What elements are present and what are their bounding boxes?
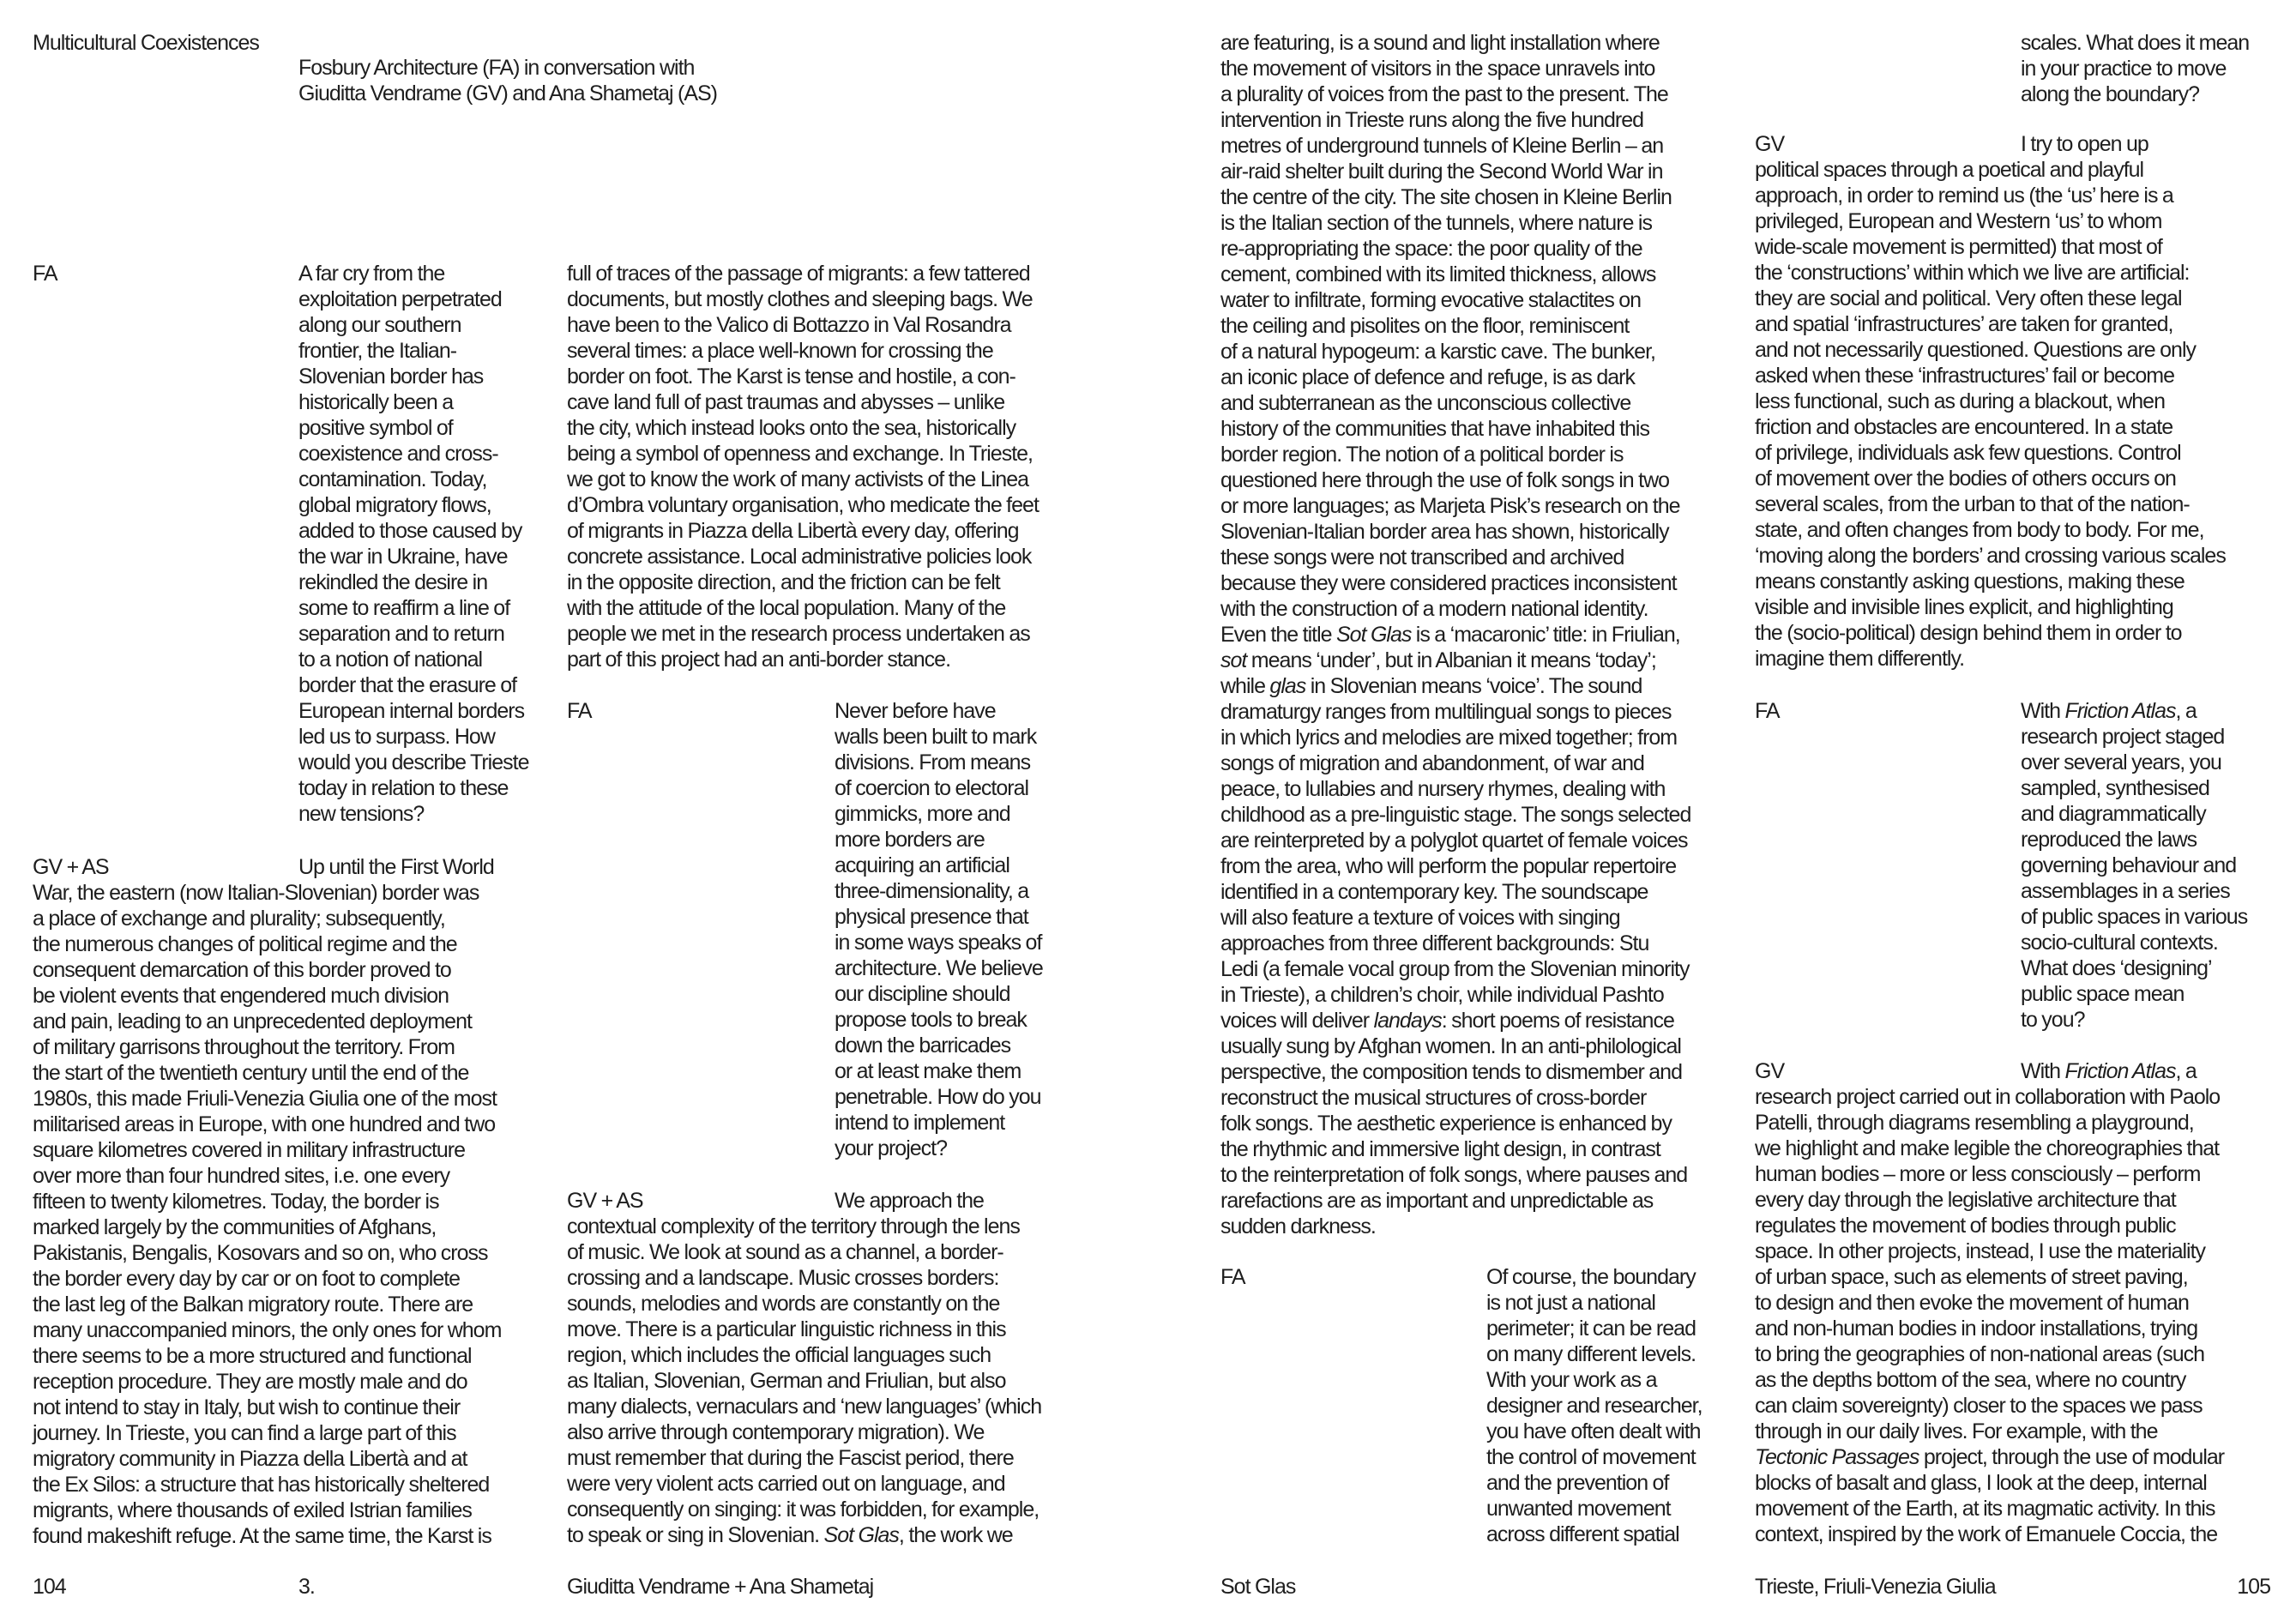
text-line: intend to implement <box>835 1111 1005 1135</box>
italic-title: Friction Atlas <box>2064 699 2176 723</box>
text-line: of music. We look at sound as a channel, a border- <box>567 1240 1003 1264</box>
text-line: cement, combined with its limited thickness, allows <box>1220 262 1656 286</box>
text-line: Fosbury Architecture (FA) in conversation with <box>298 56 695 80</box>
running-footer-location: Trieste, Friuli-Venezia Giulia <box>1755 1575 1996 1599</box>
text-line: move. There is a particular linguistic richness in this <box>567 1317 1006 1341</box>
text-line: and non-human bodies in indoor installations, trying <box>1755 1317 2198 1341</box>
text-line: militarised areas in Europe, with one hundred and two <box>33 1112 496 1136</box>
text-line: architecture. We believe <box>835 956 1043 980</box>
text-line: of coercion to electoral <box>835 776 1029 800</box>
text-line: consequently on singing: it was forbidden, for example, <box>567 1497 1040 1522</box>
text-line: the control of movement <box>1486 1445 1696 1469</box>
text-line: an iconic place of defence and refuge, is as dark <box>1220 365 1635 389</box>
text-line: some to reaffirm a line of <box>298 596 510 620</box>
text-line: penetrable. How do you <box>835 1085 1041 1109</box>
text-line: you have often dealt with <box>1486 1419 1701 1443</box>
text-line: over more than four hundred sites, i.e. one every <box>33 1164 450 1188</box>
text-line: over several years, you <box>2021 750 2221 774</box>
text-line: exploitation perpetrated <box>298 287 502 311</box>
text-line: reception procedure. They are mostly male and do <box>33 1370 467 1394</box>
text-line: and diagrammatically <box>2021 802 2206 826</box>
text-line: intervention in Trieste runs along the five hundred <box>1220 108 1644 132</box>
text-line: cave land full of past traumas and abysses – unlike <box>567 390 1005 414</box>
text-line: wide-scale movement is permitted) that most of <box>1755 235 2162 259</box>
text-line <box>1220 1008 1690 1033</box>
text-line: being a symbol of openness and exchange. In Trieste, <box>567 442 1033 466</box>
text-line: we got to know the work of many activists of the Linea <box>567 467 1029 491</box>
text-line: your project? <box>835 1136 948 1160</box>
text-segment: in Slovenian means ‘voice’. The sound <box>1305 674 1642 698</box>
text-line: because they were considered practices inconsistent <box>1220 571 1677 595</box>
text-line: more borders are <box>835 828 985 852</box>
text-line: down the barricades <box>835 1033 1011 1058</box>
text-line: and spatial ‘infrastructures’ are taken for granted, <box>1755 312 2173 336</box>
text-segment: to speak or sing in Slovenian. <box>567 1523 824 1547</box>
text-line: in the opposite direction, and the friction can be felt <box>567 570 1000 594</box>
speaker-label-fa: FA <box>567 699 592 723</box>
text-line: movement of the Earth, at its magmatic activity. In this <box>1755 1497 2215 1521</box>
text-segment: voices will deliver <box>1220 1009 1374 1033</box>
text-line: as Italian, Slovenian, German and Friulian, but also <box>567 1369 1006 1393</box>
text-line: European internal borders <box>298 699 525 723</box>
text-line: state, and often changes from body to body. For me, <box>1755 518 2204 542</box>
text-line: regulates the movement of bodies through public <box>1755 1214 2176 1238</box>
speaker-label-gv: GV <box>1755 1059 1785 1083</box>
text-line: propose tools to break <box>835 1008 1027 1032</box>
text-line: physical presence that <box>835 905 1028 929</box>
text-line: documents, but mostly clothes and sleeping bags. We <box>567 287 1033 311</box>
text-line: imagine them differently. <box>1755 647 1965 671</box>
text-line: is the Italian section of the tunnels, where nature is <box>1220 211 1652 235</box>
text-line: d’Ombra voluntary organisation, who medicate the feet <box>567 493 1039 517</box>
text-segment: Even the title <box>1220 623 1336 647</box>
text-line: Pakistanis, Bengalis, Kosovars and so on, who cross <box>33 1241 488 1265</box>
right-page-number: 105 <box>2237 1575 2270 1599</box>
text-line: frontier, the Italian- <box>298 339 457 363</box>
text-line: of privilege, individuals ask few questions. Control <box>1755 441 2181 465</box>
text-line: rekindled the desire in <box>298 570 488 594</box>
text-line: metres of underground tunnels of Kleine Berlin – an <box>1220 134 1664 158</box>
text-line: 1980s, this made Friuli-Venezia Giulia one of the most <box>33 1087 497 1111</box>
text-line: Up until the First World <box>298 855 494 879</box>
italic-title: landays <box>1373 1009 1442 1033</box>
text-line: or at least make them <box>835 1059 1021 1083</box>
text-line: these songs were not transcribed and archived <box>1220 545 1624 569</box>
text-line: to a notion of national <box>298 648 483 672</box>
text-line: the border every day by car or on foot to complete <box>33 1267 461 1291</box>
text-line: reproduced the laws <box>2021 828 2197 852</box>
text-line: of urban space, such as elements of street paving, <box>1755 1265 2188 1289</box>
text-line: unwanted movement <box>1486 1497 1671 1521</box>
text-line: migratory community in Piazza della Libertà and at <box>33 1447 467 1471</box>
text-line: we highlight and make legible the choreographies that <box>1755 1136 2220 1160</box>
text-segment: , a <box>2175 699 2197 723</box>
text-segment: : short poems of resistance <box>1441 1009 1674 1033</box>
text-line: in your practice to move <box>2021 57 2227 81</box>
speaker-label-fa: FA <box>33 262 57 286</box>
running-footer-authors: Giuditta Vendrame + Ana Shametaj <box>567 1575 874 1599</box>
text-segment: , the work we <box>898 1523 1013 1547</box>
text-line: across different spatial <box>1486 1522 1679 1546</box>
text-line: research project carried out in collaboration with Paolo <box>1755 1085 2221 1109</box>
text-line: there seems to be a more structured and functional <box>33 1344 472 1368</box>
text-line <box>1755 1058 2224 1084</box>
text-line: square kilometres covered in military infrastructure <box>33 1138 466 1162</box>
answer-2-continued <box>1220 30 1690 1239</box>
italic-title: Sot Glas <box>823 1523 899 1547</box>
text-line: led us to surpass. How <box>298 725 495 749</box>
speaker-label-gv: GV <box>1755 132 1785 156</box>
text-line: with the attitude of the local population. Many of the <box>567 596 1006 620</box>
text-line: marked largely by the communities of Afghans, <box>33 1215 437 1239</box>
text-line: the city, which instead looks onto the sea, historically <box>567 416 1016 440</box>
text-line: Patelli, through diagrams resembling a playground, <box>1755 1111 2194 1135</box>
text-segment: means ‘under’, but in Albanian it means ‘today’; <box>1246 648 1656 672</box>
text-line: with the construction of a modern national identity. <box>1220 597 1648 621</box>
text-line: separation and to return <box>298 622 504 646</box>
text-line: journey. In Trieste, you can find a large part of this <box>33 1421 456 1445</box>
text-line: the ‘constructions’ within which we live are artificial: <box>1755 261 2190 285</box>
text-line: socio-cultural contexts. <box>2021 931 2218 955</box>
text-line: the Ex Silos: a structure that has historically sheltered <box>33 1473 490 1497</box>
text-line: childhood as a pre-linguistic stage. The songs selected <box>1220 803 1691 827</box>
italic-title: sot <box>1220 648 1247 672</box>
chapter-number: 3. <box>298 1575 315 1599</box>
question-2 <box>835 698 1043 1161</box>
text-line: and not necessarily questioned. Questions are only <box>1755 338 2197 362</box>
answer-1-continued <box>567 261 1039 672</box>
text-line: approach, in order to remind us (the ‘us’ here is a <box>1755 184 2173 208</box>
text-line: are reinterpreted by a polyglot quartet of female voices <box>1220 829 1688 853</box>
text-line: folk songs. The aesthetic experience is enhanced by <box>1220 1112 1672 1136</box>
text-line: along the boundary? <box>2021 82 2199 106</box>
text-line: privileged, European and Western ‘us’ to whom <box>1755 209 2162 233</box>
text-line: a plurality of voices from the past to the present. The <box>1220 82 1668 106</box>
text-line: would you describe Trieste <box>298 750 529 774</box>
text-line: divisions. From means <box>835 750 1031 774</box>
text-line: the (socio-political) design behind them in order to <box>1755 621 2182 645</box>
text-line: border on foot. The Karst is tense and hostile, a con- <box>567 365 1015 389</box>
text-line: as the depths bottom of the sea, where no country <box>1755 1368 2186 1392</box>
text-line: Of course, the boundary <box>1486 1265 1696 1289</box>
text-line: public space mean <box>2021 982 2185 1006</box>
text-line: space. In other projects, instead, I use the materiality <box>1755 1239 2206 1263</box>
text-line: the start of the twentieth century until the end of the <box>33 1061 469 1085</box>
text-line: of military garrisons throughout the territory. From <box>33 1035 455 1059</box>
text-line <box>1220 648 1690 673</box>
interview-subtitle <box>298 55 717 106</box>
text-line: asked when these ‘infrastructures’ fail or become <box>1755 364 2175 388</box>
text-line: concrete assistance. Local administrative policies look <box>567 545 1032 569</box>
text-line: to the reinterpretation of folk songs, where pauses and <box>1220 1163 1688 1187</box>
text-line: border that the erasure of <box>298 673 517 697</box>
text-line: ‘moving along the borders’ and crossing various scales <box>1755 544 2226 568</box>
text-segment: With <box>2021 1059 2065 1083</box>
text-line: and pain, leading to an unprecedented deployment <box>33 1009 472 1033</box>
text-line: re-appropriating the space: the poor quality of the <box>1220 237 1642 261</box>
text-line: also arrive through contemporary migration). We <box>567 1420 985 1444</box>
text-line: consequent demarcation of this border proved to <box>33 958 451 982</box>
text-line: of public spaces in various <box>2021 905 2248 929</box>
text-line: sampled, synthesised <box>2021 776 2209 800</box>
text-line: our discipline should <box>835 982 1010 1006</box>
text-line: sudden darkness. <box>1220 1214 1376 1238</box>
text-line: assemblages in a series <box>2021 879 2230 903</box>
text-line: Slovenian-Italian border area has shown, historically <box>1220 520 1669 544</box>
text-line: gimmicks, more and <box>835 802 1010 826</box>
text-line: on many different levels. <box>1486 1342 1696 1366</box>
text-line: the rhythmic and immersive light design, in contrast <box>1220 1137 1660 1161</box>
text-line: perimeter; it can be read <box>1486 1317 1696 1341</box>
text-line: through in our daily lives. For example, with the <box>1755 1419 2158 1443</box>
text-line: to bring the geographies of non-national areas (such <box>1755 1342 2205 1366</box>
text-line: along our southern <box>298 313 461 337</box>
text-line: research project staged <box>2021 725 2225 749</box>
text-line: be violent events that engendered much division <box>33 984 449 1008</box>
text-line: acquiring an artificial <box>835 853 1009 877</box>
text-line: A far cry from the <box>298 262 445 286</box>
text-line: full of traces of the passage of migrants: a few tattered <box>567 262 1030 286</box>
text-segment: while <box>1220 674 1270 698</box>
text-line: positive symbol of <box>298 416 453 440</box>
text-line: contamination. Today, <box>298 467 487 491</box>
text-line: the war in Ukraine, have <box>298 545 508 569</box>
running-footer-project: Sot Glas <box>1220 1575 1296 1599</box>
italic-title: Sot Glas <box>1335 623 1412 647</box>
text-line: will also feature a texture of voices with singing <box>1220 906 1620 930</box>
text-line: Ledi (a female vocal group from the Slovenian minority <box>1220 957 1690 981</box>
question-3-continued <box>2021 30 2249 107</box>
left-page-number: 104 <box>33 1575 66 1599</box>
text-line: must remember that during the Fascist period, there <box>567 1446 1014 1470</box>
speaker-label-gv-as: GV + AS <box>567 1189 643 1213</box>
section-title: Multicultural Coexistences <box>33 31 259 55</box>
text-segment: is a ‘macaronic’ title: in Friulian, <box>1411 623 1680 647</box>
text-line <box>1220 673 1690 699</box>
text-line: governing behaviour and <box>2021 853 2237 877</box>
text-line: War, the eastern (now Italian-Slovenian) border was <box>33 881 479 905</box>
text-line: rarefactions are as important and unpredictable as <box>1220 1189 1654 1213</box>
text-line: Slovenian border has <box>298 365 484 389</box>
text-line: of a natural hypogeum: a karstic cave. The bunker, <box>1220 340 1655 364</box>
text-line: I try to open up <box>2021 132 2148 156</box>
text-line: questioned here through the use of folk songs in two <box>1220 468 1670 492</box>
text-line: every day through the legislative architecture that <box>1755 1188 2176 1212</box>
text-line: reconstruct the musical structures of cross-border <box>1220 1086 1647 1110</box>
text-line: coexistence and cross- <box>298 442 498 466</box>
text-line: What does ‘designing’ <box>2021 956 2212 980</box>
text-line: are featuring, is a sound and light installation where <box>1220 31 1660 55</box>
speaker-label-fa: FA <box>1755 699 1780 723</box>
text-line <box>567 1522 1041 1548</box>
text-line: the numerous changes of political regime and the <box>33 932 457 956</box>
question-4 <box>2021 698 2247 1033</box>
text-line: the movement of visitors in the space unravels into <box>1220 57 1655 81</box>
text-line: approaches from three different backgrounds: Stu <box>1220 931 1649 955</box>
text-line: a place of exchange and plurality; subsequently, <box>33 907 445 931</box>
text-line: sounds, melodies and words are constantly on the <box>567 1292 1000 1316</box>
text-line: part of this project had an anti-border stance. <box>567 648 951 672</box>
text-line: from the area, who will perform the popular repertoire <box>1220 854 1677 878</box>
text-line: history of the communities that have inhabited this <box>1220 417 1649 441</box>
text-line: several times: a place well-known for crossing the <box>567 339 993 363</box>
text-line: means constantly asking questions, making these <box>1755 569 2185 594</box>
speaker-label-fa: FA <box>1220 1265 1245 1289</box>
text-line: of migrants in Piazza della Libertà every day, offering <box>567 519 1019 543</box>
text-line: context, inspired by the work of Emanuele Coccia, the <box>1755 1522 2218 1546</box>
text-line: or more languages; as Marjeta Pisk’s research on the <box>1220 494 1680 518</box>
text-line: people we met in the research process undertaken as <box>567 622 1030 646</box>
text-line: We approach the <box>835 1189 984 1213</box>
text-line: in some ways speaks of <box>835 931 1042 955</box>
text-line: the centre of the city. The site chosen in Kleine Berlin <box>1220 185 1672 209</box>
text-line: added to those caused by <box>298 519 522 543</box>
question-3 <box>1486 1264 1702 1547</box>
italic-title: Friction Atlas <box>2064 1059 2176 1083</box>
text-line: peace, to lullabies and nursery rhymes, dealing with <box>1220 777 1666 801</box>
text-line: today in relation to these <box>298 776 509 800</box>
text-line: is not just a national <box>1486 1291 1655 1315</box>
text-line: several scales, from the urban to that of the nation- <box>1755 492 2190 516</box>
text-line: global migratory flows, <box>298 493 491 517</box>
text-line: migrants, where thousands of exiled Istrian families <box>33 1498 472 1522</box>
text-line: scales. What does it mean <box>2021 31 2250 55</box>
text-line: they are social and political. Very often these legal <box>1755 286 2182 310</box>
speaker-label-gv-as: GV + AS <box>33 855 109 879</box>
text-line: contextual complexity of the territory through the lens <box>567 1214 1020 1238</box>
text-line: not intend to stay in Italy, but wish to continue their <box>33 1395 461 1419</box>
text-line: less functional, such as during a blackout, when <box>1755 389 2165 413</box>
text-line: usually sung by Afghan women. In an anti-philological <box>1220 1034 1681 1058</box>
text-line: in which lyrics and melodies are mixed together; from <box>1220 726 1678 750</box>
text-line: to you? <box>2021 1008 2085 1032</box>
text-line <box>1220 622 1690 648</box>
text-line: With your work as a <box>1486 1368 1657 1392</box>
text-line: many dialects, vernaculars and ‘new languages’ (which <box>567 1395 1042 1419</box>
text-line <box>1755 1444 2224 1470</box>
text-line: designer and researcher, <box>1486 1394 1702 1418</box>
answer-1 <box>33 854 501 1549</box>
text-line: many unaccompanied minors, the only ones for whom <box>33 1318 502 1342</box>
text-line: and the prevention of <box>1486 1471 1669 1495</box>
text-line: Never before have <box>835 699 996 723</box>
question-1 <box>298 261 528 827</box>
text-line: friction and obstacles are encountered. In a state <box>1755 415 2173 439</box>
text-segment: With <box>2021 699 2065 723</box>
text-line: identified in a contemporary key. The soundscape <box>1220 880 1648 904</box>
italic-title: glas <box>1269 674 1306 698</box>
text-line: region, which includes the official languages such <box>567 1343 991 1367</box>
text-line: perspective, the composition tends to dismember and <box>1220 1060 1682 1084</box>
text-line: blocks of basalt and glass, I look at the deep, internal <box>1755 1471 2207 1495</box>
text-line: to design and then evoke the movement of human <box>1755 1291 2189 1315</box>
answer-4 <box>1755 1058 2224 1547</box>
text-line: human bodies – more or less consciously – perform <box>1755 1162 2201 1186</box>
text-segment: project, through the use of modular <box>1919 1445 2225 1469</box>
text-line: were very violent acts carried out on language, and <box>567 1472 1005 1496</box>
text-segment: , a <box>2175 1059 2197 1083</box>
text-line: three-dimensionality, a <box>835 879 1029 903</box>
text-line: in Trieste), a children’s choir, while individual Pashto <box>1220 983 1664 1007</box>
text-line: songs of migration and abandonment, of war and <box>1220 751 1644 775</box>
text-line: have been to the Valico di Bottazzo in Val Rosandra <box>567 313 1011 337</box>
text-line: walls been built to mark <box>835 725 1037 749</box>
italic-title: Tectonic Passages <box>1755 1445 1919 1469</box>
text-line <box>2021 698 2247 724</box>
answer-2 <box>567 1188 1041 1548</box>
text-line: water to infiltrate, forming evocative stalactites on <box>1220 288 1642 312</box>
text-line: Giuditta Vendrame (GV) and Ana Shametaj (AS) <box>298 81 717 105</box>
text-line: air-raid shelter built during the Second World War in <box>1220 160 1663 184</box>
answer-3 <box>1755 131 2226 672</box>
text-line: the ceiling and pisolites on the floor, reminiscent <box>1220 314 1630 338</box>
text-line: the last leg of the Balkan migratory route. There are <box>33 1293 473 1317</box>
text-line: fifteen to twenty kilometres. Today, the border is <box>33 1190 439 1214</box>
text-line: dramaturgy ranges from multilingual songs to pieces <box>1220 700 1672 724</box>
text-line: found makeshift refuge. At the same time, the Karst is <box>33 1524 491 1548</box>
text-line: visible and invisible lines explicit, and highlighting <box>1755 595 2173 619</box>
text-line: border region. The notion of a political border is <box>1220 443 1624 467</box>
text-line: historically been a <box>298 390 454 414</box>
text-line: crossing and a landscape. Music crosses borders: <box>567 1266 999 1290</box>
text-line: and subterranean as the unconscious collective <box>1220 391 1631 415</box>
text-line: of movement over the bodies of others occurs on <box>1755 467 2176 491</box>
text-line: political spaces through a poetical and playful <box>1755 158 2144 182</box>
text-line: new tensions? <box>298 802 425 826</box>
text-line: can claim sovereignty) closer to the spaces we pass <box>1755 1394 2203 1418</box>
